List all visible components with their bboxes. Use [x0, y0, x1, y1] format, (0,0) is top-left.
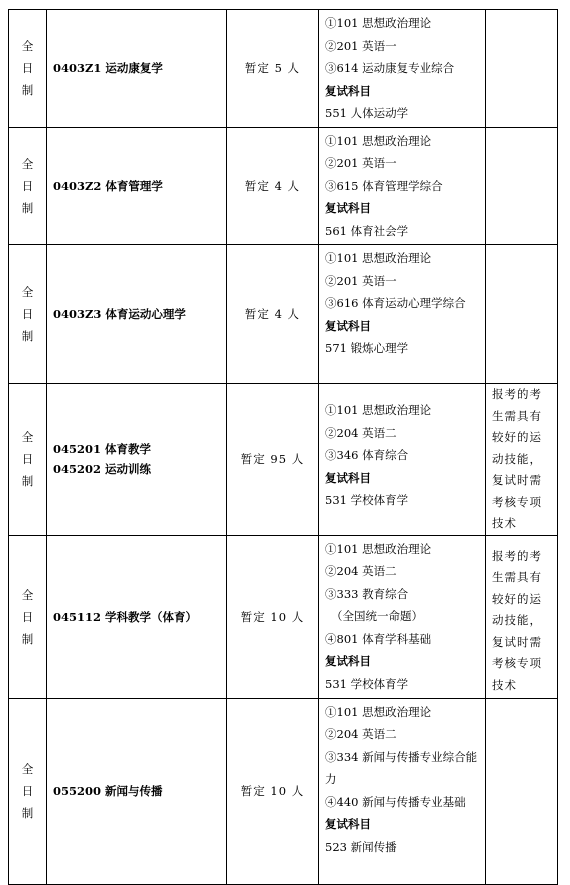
table-row [9, 535, 558, 698]
exam-subjects-cell [319, 698, 486, 884]
study-mode-char: 日 [21, 307, 34, 321]
major-cell [47, 10, 227, 128]
exam-subject: ①101 思想政治理论 [325, 541, 432, 556]
table-row [9, 127, 558, 245]
retest-heading: 复试科目 [325, 470, 371, 485]
notes-cell [486, 698, 558, 884]
study-mode-char: 制 [21, 200, 34, 215]
exam-subjects-cell [319, 384, 486, 536]
exam-subject: ①101 思想政治理论 [325, 403, 432, 417]
major-cell [47, 698, 227, 884]
major-cell [47, 535, 227, 698]
exam-subjects-cell [319, 127, 486, 245]
study-mode-char: 全 [21, 587, 34, 602]
retest-subject: 571 锻炼心理学 [325, 341, 409, 355]
study-mode-char: 制 [21, 631, 34, 646]
study-mode-char: 全 [21, 39, 34, 54]
exam-subject: ②204 英语二 [325, 727, 397, 741]
quota-cell: 暂定 10 人 [227, 535, 319, 698]
quota-cell: 暂定 5 人 [227, 10, 319, 128]
study-mode-cell [9, 127, 47, 245]
study-mode-char: 日 [21, 784, 34, 798]
quota-cell: 暂定 4 人 [227, 245, 319, 384]
study-mode-char: 全 [21, 762, 34, 776]
study-mode-char: 日 [21, 452, 34, 467]
exam-subject: ①101 思想政治理论 [325, 16, 432, 30]
notes-cell: 报考的考生需具有较好的运动技能，复试时需考核专项技术 [486, 384, 558, 536]
notes-cell [486, 245, 558, 384]
exam-subjects-cell [319, 10, 486, 128]
retest-heading: 复试科目 [325, 817, 371, 831]
exam-subject: ①101 思想政治理论 [325, 251, 432, 265]
major-cell [47, 384, 227, 536]
study-mode-char: 全 [21, 430, 34, 445]
major-name: 045201 体育教学 [53, 442, 152, 457]
retest-heading: 复试科目 [325, 83, 371, 98]
retest-subject: 561 体育社会学 [325, 223, 409, 238]
major-name: 0403Z1 运动康复学 [53, 61, 163, 76]
major-cell [47, 245, 227, 384]
retest-subject: 531 学校体育学 [325, 676, 409, 691]
retest-heading: 复试科目 [325, 654, 371, 668]
major-cell [47, 127, 227, 245]
study-mode-char: 全 [21, 285, 34, 299]
major-name: 055200 新闻与传播 [53, 784, 163, 798]
retest-subject: 531 学校体育学 [325, 493, 409, 507]
notes-cell: 报考的考生需具有较好的运动技能，复试时需考核专项技术 [486, 535, 558, 698]
exam-subject: ②204 英语二 [325, 425, 397, 440]
exam-subject: ③614 运动康复专业综合 [325, 61, 455, 75]
study-mode-cell [9, 245, 47, 384]
exam-subject: ③346 体育综合 [325, 448, 409, 462]
exam-subject: ③616 体育运动心理学综合 [325, 296, 466, 310]
retest-heading: 复试科目 [325, 318, 371, 333]
study-mode-char: 全 [21, 156, 34, 171]
exam-subjects-cell [319, 535, 486, 698]
major-name: 045202 运动训练 [53, 462, 152, 477]
study-mode-char: 制 [21, 806, 34, 820]
retest-subject: 523 新闻传播 [325, 839, 397, 854]
exam-subject-note: （全国统一命题） [331, 609, 423, 623]
exam-subject: ④440 新闻与传播专业基础 [325, 794, 466, 809]
retest-heading: 复试科目 [325, 201, 371, 215]
admissions-table [8, 9, 558, 885]
exam-subject: ④801 体育学科基础 [325, 631, 432, 646]
exam-subject: ③615 体育管理学综合 [325, 178, 443, 193]
table-row [9, 384, 558, 536]
major-name: 0403Z2 体育管理学 [53, 178, 163, 193]
study-mode-cell [9, 535, 47, 698]
notes-cell [486, 127, 558, 245]
exam-subjects-cell [319, 245, 486, 384]
exam-subject: ①101 思想政治理论 [325, 133, 432, 148]
quota-cell: 暂定 4 人 [227, 127, 319, 245]
quota-cell: 暂定 10 人 [227, 698, 319, 884]
exam-subject: ②201 英语一 [325, 38, 397, 53]
quota-cell: 暂定 95 人 [227, 384, 319, 536]
study-mode-char: 制 [21, 474, 34, 489]
exam-subject: ①101 思想政治理论 [325, 704, 432, 719]
notes-cell [486, 10, 558, 128]
study-mode-char: 制 [21, 83, 34, 98]
study-mode-cell [9, 698, 47, 884]
retest-subject: 551 人体运动学 [325, 106, 409, 120]
study-mode-char: 制 [21, 329, 34, 343]
exam-subject: ②201 英语一 [325, 156, 397, 170]
study-mode-char: 日 [21, 609, 34, 624]
study-mode-char: 日 [21, 178, 34, 193]
exam-subject: ③334 新闻与传播专业综合能力 [325, 749, 478, 786]
major-name: 0403Z3 体育运动心理学 [53, 307, 186, 321]
table-row [9, 10, 558, 128]
study-mode-char: 日 [21, 61, 34, 76]
table-row [9, 698, 558, 884]
exam-subject: ②201 英语一 [325, 273, 397, 288]
table-row [9, 245, 558, 384]
study-mode-cell [9, 10, 47, 128]
major-name: 045112 学科教学（体育） [53, 609, 198, 624]
study-mode-cell [9, 384, 47, 536]
exam-subject: ③333 教育综合 [325, 586, 409, 601]
exam-subject: ②204 英语二 [325, 564, 397, 578]
